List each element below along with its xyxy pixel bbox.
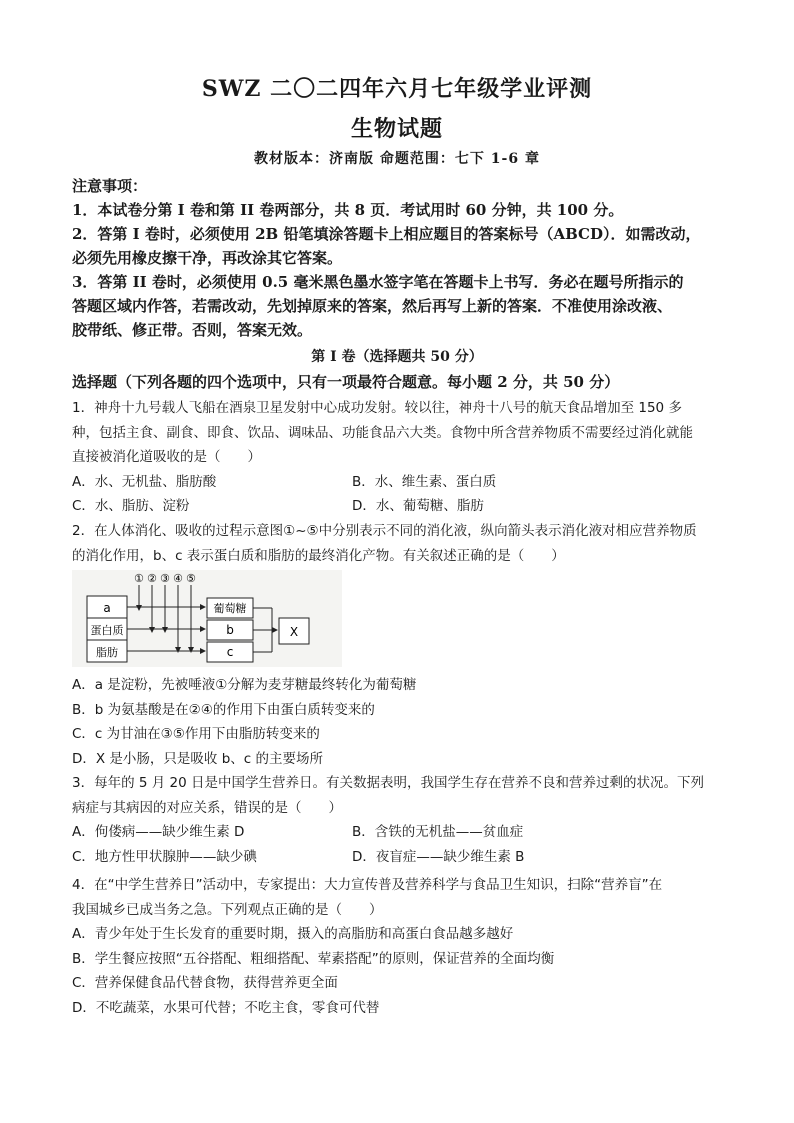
exam-title: SWZ 二〇二四年六月七年级学业评测 — [201, 76, 593, 102]
nutrient-label: 脂肪 — [96, 646, 118, 659]
option-a: A．青少年处于生长发育的重要时期，摄入的高脂肪和高蛋白食品越多越好 — [72, 926, 514, 942]
question-text: 4．在“中学生营养日”活动中，专家提出：大力宣传普及营养科学与食品卫生知识，扫除“营养盲”在 — [72, 877, 663, 893]
option-d: D．水、葡萄糖、脂肪 — [352, 498, 484, 514]
option-b: B．学生餐应按照“五谷搭配、粗细搭配、荤素搭配”的原则，保证营养的全面均衡 — [72, 950, 555, 967]
question-2-stem — [72, 519, 722, 568]
note-line: 1．本试卷分第 I 卷和第 II 卷两部分，共 8 页．考试用时 60 分钟，共 100 分。 — [72, 201, 624, 219]
product-label: b — [226, 623, 234, 637]
note-line: 2．答第 I 卷时，必须使用 2B 铅笔填涂答题卡上相应题目的答案标号（ABCD）．如需改动， — [72, 225, 701, 243]
notes-heading: 注意事项： — [72, 177, 148, 195]
note-line: 必须先用橡皮擦干净，再改涂其它答案。 — [72, 249, 343, 267]
nutrient-label: a — [103, 601, 111, 615]
question-text: 3．每年的 5 月 20 日是中国学生营养日。有关数据表明，我国学生存在营养不良和营养过剩的状况。下列 — [72, 775, 705, 791]
notes-block — [72, 174, 722, 342]
section-instruction: 选择题（下列各题的四个选项中，只有一项最符合题意。每小题 2 分，共 50 分） — [72, 373, 620, 391]
option-a: A．a 是淀粉，先被唾液①分解为麦芽糖最终转化为葡萄糖 — [72, 677, 417, 693]
option-c: C．c 为甘油在③⑤作用下由脂肪转变来的 — [72, 726, 320, 742]
digestive-juice-label: ⑤ — [186, 572, 196, 585]
option-d: D．不吃蔬菜，水果可代替；不吃主食，零食可代替 — [72, 999, 380, 1016]
question-2-options — [72, 673, 722, 771]
option-a: A．佝偻病——缺少维生素 D — [72, 824, 245, 840]
option-c: C．地方性甲状腺肿——缺少碘 — [72, 848, 257, 865]
option-b: B．水、维生素、蛋白质 — [352, 473, 497, 490]
product-label: 葡萄糖 — [213, 602, 247, 615]
note-line: 答题区域内作答，若需改动，先划掉原来的答案，然后再写上新的答案．不准使用涂改液、 — [72, 297, 673, 315]
question-text: 的消化作用，b、c 表示蛋白质和脂肪的最终消化产物。有关叙述正确的是（ ） — [72, 547, 565, 564]
option-c: C．水、脂肪、淀粉 — [72, 498, 190, 514]
digestive-juice-label: ① — [134, 572, 144, 585]
digestive-juice-label: ③ — [160, 572, 170, 585]
question-1 — [72, 396, 722, 519]
subject-title: 生物试题 — [350, 116, 443, 142]
digestive-juice-label: ② — [147, 572, 157, 585]
section-title: 第 I 卷（选择题共 50 分） — [311, 349, 483, 365]
question-text: 2．在人体消化、吸收的过程示意图①~⑤中分别表示不同的消化液，纵向箭头表示消化液对相应营养物质 — [72, 523, 697, 539]
options — [72, 470, 722, 519]
organ-x-label: X — [289, 625, 299, 639]
question-text: 病症与其病因的对应关系，错误的是（ ） — [72, 799, 342, 816]
option-d: D．X 是小肠，只是吸收 b、c 的主要场所 — [72, 750, 324, 767]
digestive-juice-label: ④ — [173, 572, 183, 585]
option-b: B．含铁的无机盐——贫血症 — [352, 824, 524, 840]
options — [72, 820, 722, 869]
question-text: 我国城乡已成当务之急。下列观点正确的是（ ） — [72, 901, 383, 918]
question-text: 种，包括主食、副食、即食、饮品、调味品、功能食品六大类。食物中所含营养物质不需要经过消化就能 — [72, 424, 693, 441]
digestion-diagram-svg — [72, 570, 342, 667]
option-d: D．夜盲症——缺少维生素 B — [352, 848, 525, 865]
option-a: A．水、无机盐、脂肪酸 — [72, 473, 217, 490]
question-text: 直接被消化道吸收的是（ ） — [72, 449, 261, 465]
question-text: 1．神舟十九号载人飞船在酒泉卫星发射中心成功发射。较以往，神舟十八号的航天食品增加至 150 多 — [72, 400, 682, 416]
product-label: c — [226, 645, 234, 659]
digestion-diagram — [72, 570, 342, 667]
note-line: 3．答第 II 卷时，必须使用 0.5 毫米黑色墨水签字笔在答题卡上书写．务必在题号所指示的 — [72, 273, 684, 291]
option-c: C．营养保健食品代替食物，获得营养更全面 — [72, 975, 338, 991]
nutrient-label: 蛋白质 — [90, 624, 124, 637]
question-3 — [72, 771, 722, 869]
question-4 — [72, 873, 722, 1020]
option-b: B．b 为氨基酸是在②④的作用下由蛋白质转变来的 — [72, 701, 375, 718]
exam-meta: 教材版本：济南版 命题范围：七下 1-6 章 — [254, 151, 540, 167]
note-line: 胶带纸、修正带。否则，答案无效。 — [72, 321, 313, 339]
